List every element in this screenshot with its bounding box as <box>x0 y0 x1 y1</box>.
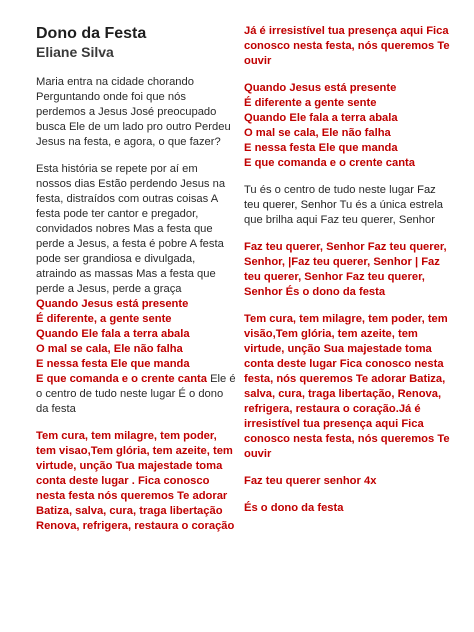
verse-1: Maria entra na cidade chorando Perguntando onde foi que nós perdemos a Jesus José preocupado busca Ele de um lado pro outro Perdeu Jesus na festa, e agora, o que fazer? <box>36 76 231 148</box>
verse-2: Esta história se repete por aí em nossos dias Estão perdendo Jesus na festa, distraídos com outras coisas A festa pode ter cantor e pregador, convidados nobres Mas a festa que perde a Jesus, a festa é pobre A festa pode ser grandiosa e divulgada, atraindo as massas Mas a festa que perde a Jesus, perde a graça <box>36 163 226 295</box>
faz-4x: Faz teu querer senhor 4x <box>244 475 377 487</box>
chorus-line: E que comanda e o crente canta <box>244 157 415 169</box>
centro-text-c: Tu és a única estrela que brilha aqui Faz teu querer, Senhor <box>244 199 444 226</box>
chorus-left <box>36 297 236 417</box>
bridge-right: Tem cura, tem milagre, tem poder, tem visão,Tem glória, tem azeite, tem virtude, unção Sua majestade toma conta deste lugar Fica conosco nesta festa, nós queremos Te adorar Batiza, salva, cura, traga libertação, Renova, refrigera, restaura o coração.Já é irresistível tua presença aqui Fica conosco nesta festa, nós queremos Te ouvir <box>244 313 450 460</box>
chorus-line: O mal se cala, Ele não falha <box>36 343 183 355</box>
centro-text: Ele é o centro de tudo neste lugar É o dono da festa <box>36 373 236 415</box>
chorus-line: O mal se cala, Ele não falha <box>244 127 391 139</box>
song-title: Dono da Festa <box>36 25 147 42</box>
chorus-line: E que comanda e o crente canta <box>36 373 207 385</box>
chorus-line: E nessa festa Ele que manda <box>244 142 398 154</box>
chorus-line: Quando Ele fala a terra abala <box>36 328 190 340</box>
right-column <box>244 24 450 528</box>
dono-da-festa: És o dono da festa <box>244 502 344 514</box>
chorus-line: Quando Ele fala a terra abala <box>244 112 398 124</box>
left-column <box>36 24 236 546</box>
chorus-line: Quando Jesus está presente <box>36 298 189 310</box>
bridge-left: Tem cura, tem milagre, tem poder, tem visao,Tem glória, tem azeite, tem virtude, unção Tua majestade toma conta deste lugar . Fica conosco nesta festa nós queremos Te adorar Batiza, salva, cura, traga libertação Renova, refrigera, restaura o coração <box>36 430 235 532</box>
faz-teu-querer: Faz teu querer, Senhor Faz teu querer, Senhor, |Faz teu querer, Senhor | Faz teu querer, Senhor Faz teu querer, Senhor És o dono da festa <box>244 241 447 298</box>
centro-paragraph <box>244 183 450 228</box>
artist-name: Eliane Silva <box>36 44 114 60</box>
centro-text-b: Faz teu querer, Senhor <box>244 184 436 211</box>
chorus-line: É diferente a gente sente <box>244 97 377 109</box>
intro-right: Já é irresistível tua presença aqui Fica conosco nesta festa, nós queremos Te ouvir <box>244 25 450 67</box>
chorus-line: É diferente, a gente sente <box>36 313 172 325</box>
chorus-line: Quando Jesus está presente <box>244 82 397 94</box>
centro-text-a: Tu és o centro de tudo neste lugar <box>244 184 418 196</box>
chorus-right <box>244 81 450 171</box>
chorus-line: E nessa festa Ele que manda <box>36 358 190 370</box>
